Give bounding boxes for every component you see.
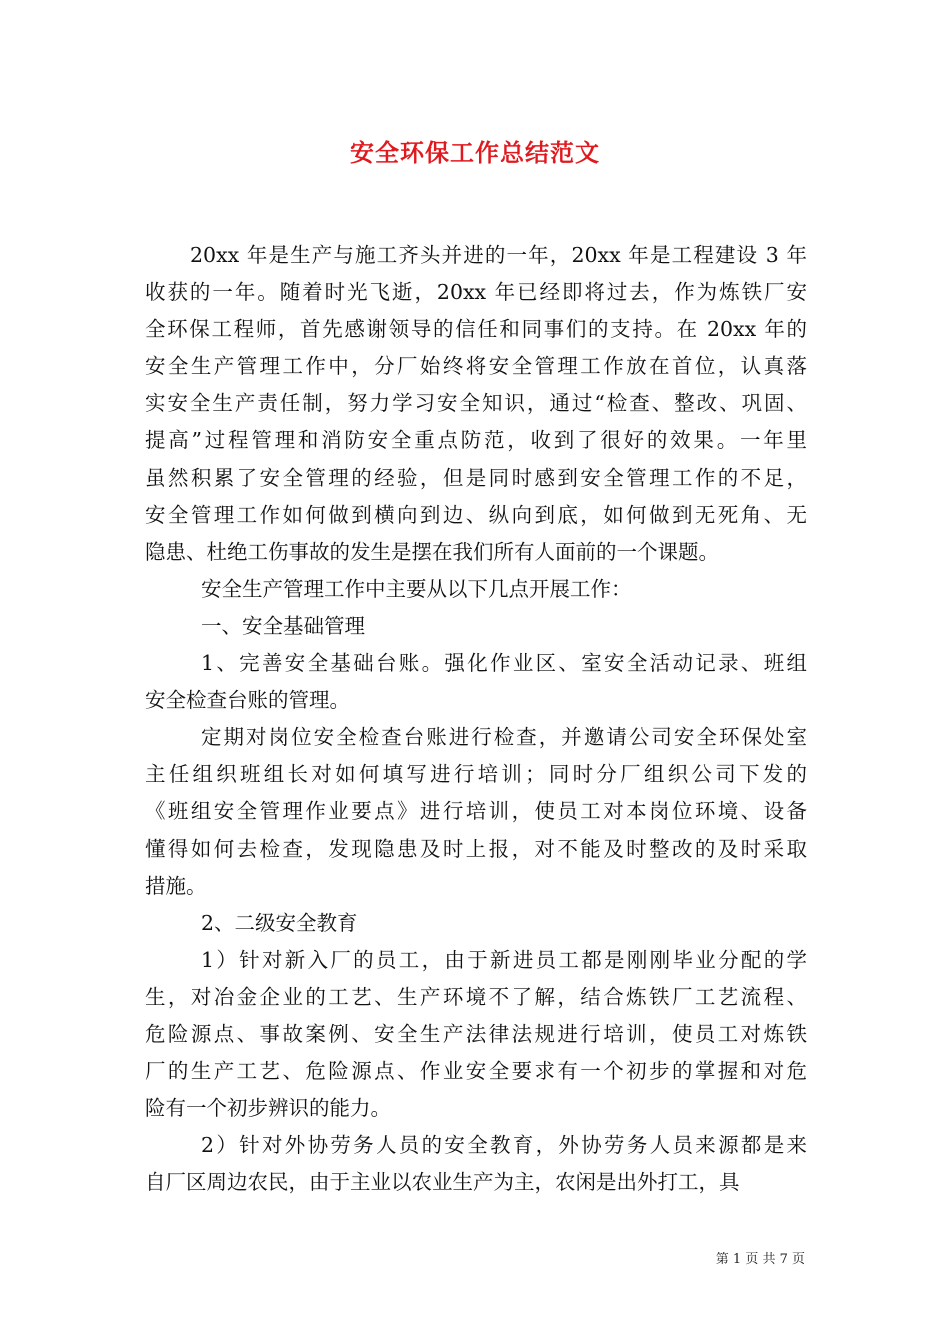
text-line: 安全管理工作如何做到横向到边、纵向到底，如何做到无死角、无 xyxy=(145,502,807,527)
text-line: 《班组安全管理作业要点》进行培训，使员工对本岗位环境、设备 xyxy=(145,799,807,824)
text-line: 20xx 年是生产与施工齐头并进的一年，20xx 年是工程建设 3 年 xyxy=(190,243,807,267)
text-line: 全环保工程师，首先感谢领导的信任和同事们的支持。在 20xx 年的 xyxy=(145,317,807,342)
paragraph xyxy=(145,571,807,608)
text-line: 措施。 xyxy=(145,873,207,898)
text-line: 安全检查台账的管理。 xyxy=(145,688,350,713)
paragraph xyxy=(145,608,807,645)
text-line: 实安全生产责任制，努力学习安全知识，通过“检查、整改、巩固、 xyxy=(145,391,807,416)
text-line: 危险源点、事故案例、安全生产法律法规进行培训，使员工对炼铁 xyxy=(145,1021,807,1046)
paragraph xyxy=(145,645,807,719)
paragraph xyxy=(145,237,807,571)
text-line: 懂得如何去检查，发现隐患及时上报，对不能及时整改的及时采取 xyxy=(145,836,807,861)
text-line: 定期对岗位安全检查台账进行检查，并邀请公司安全环保处室 xyxy=(201,725,807,750)
text-line: 1）针对新入厂的员工，由于新进员工都是刚刚毕业分配的学 xyxy=(201,947,807,972)
text-line: 安全生产管理工作中主要从以下几点开展工作： xyxy=(201,576,632,601)
paragraph xyxy=(145,942,807,1127)
text-line: 提高”过程管理和消防安全重点防范，收到了很好的效果。一年里 xyxy=(145,428,807,453)
text-line: 一、安全基础管理 xyxy=(201,613,365,638)
text-line: 险有一个初步辨识的能力。 xyxy=(145,1096,391,1121)
text-line: 主任组织班组长对如何填写进行培训；同时分厂组织公司下发的 xyxy=(145,762,807,787)
page-number: 第 1 页 共 7 页 xyxy=(715,1252,805,1267)
text-line: 隐患、杜绝工伤事故的发生是摆在我们所有人面前的一个课题。 xyxy=(145,539,719,564)
paragraph xyxy=(145,905,807,942)
text-line: 收获的一年。随着时光飞逝，20xx 年已经即将过去，作为炼铁厂安 xyxy=(145,280,807,305)
text-line: 虽然积累了安全管理的经验，但是同时感到安全管理工作的不足， xyxy=(145,465,807,490)
text-line: 2、二级安全教育 xyxy=(201,910,358,935)
text-line: 生，对冶金企业的工艺、生产环境不了解，结合炼铁厂工艺流程、 xyxy=(145,984,807,1009)
text-line: 自厂区周边农民，由于主业以农业生产为主，农闲是出外打工，具 xyxy=(145,1170,740,1195)
text-line: 安全生产管理工作中，分厂始终将安全管理工作放在首位，认真落 xyxy=(145,354,807,379)
text-line: 1、完善安全基础台账。强化作业区、室安全活动记录、班组 xyxy=(201,651,807,676)
paragraph xyxy=(145,719,807,904)
text-line: 厂的生产工艺、危险源点、作业安全要求有一个初步的掌握和对危 xyxy=(145,1059,807,1084)
text-line: 2）针对外协劳务人员的安全教育，外协劳务人员来源都是来 xyxy=(201,1133,807,1158)
paragraph xyxy=(145,1127,807,1201)
document-title: 安全环保工作总结范文 xyxy=(350,138,600,167)
document-body xyxy=(145,237,807,1201)
